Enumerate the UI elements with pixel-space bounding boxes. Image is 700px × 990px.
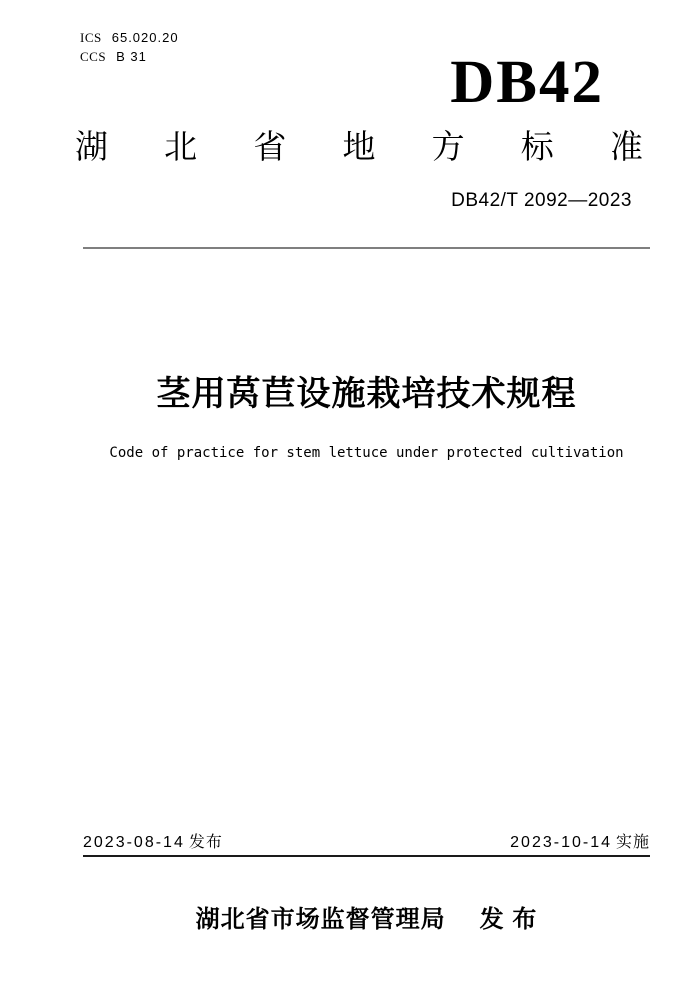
document-title-english: Code of practice for stem lettuce under protected cultivation bbox=[109, 445, 624, 461]
publisher-row bbox=[83, 899, 650, 934]
ics-value: 65.020.20 bbox=[111, 30, 179, 45]
issue-date: 2023-08-14 bbox=[83, 834, 185, 851]
implementation-date-group bbox=[510, 833, 650, 852]
ccs-code-row bbox=[80, 47, 179, 66]
header-divider-line bbox=[83, 247, 650, 249]
ccs-label: CCS bbox=[80, 49, 107, 64]
category-char: 地 bbox=[342, 128, 376, 165]
dates-row bbox=[83, 833, 650, 852]
implementation-date-label: 实施 bbox=[615, 834, 650, 851]
standard-number: DB42/T 2092—2023 bbox=[451, 190, 632, 211]
publisher-suffix: 发 布 bbox=[479, 906, 538, 933]
document-title-chinese: 茎用莴苣设施栽培技术规程 bbox=[156, 375, 577, 413]
standard-category-title bbox=[75, 130, 643, 163]
issue-date-label: 发布 bbox=[188, 834, 223, 851]
category-char: 方 bbox=[431, 128, 465, 165]
publisher-name: 湖北省市场监督管理局 bbox=[195, 906, 446, 933]
issue-date-group bbox=[83, 833, 223, 852]
category-char: 北 bbox=[164, 128, 198, 165]
ics-code-row bbox=[80, 28, 179, 47]
db42-logo: DB42 bbox=[450, 49, 604, 116]
classification-codes bbox=[80, 28, 179, 66]
ics-label: ICS bbox=[80, 30, 102, 45]
footer-divider-line bbox=[83, 855, 650, 857]
ccs-value: B 31 bbox=[116, 49, 147, 64]
category-char: 省 bbox=[253, 128, 287, 165]
category-char: 湖 bbox=[75, 128, 108, 165]
category-char: 准 bbox=[609, 128, 643, 165]
implementation-date: 2023-10-14 bbox=[510, 834, 612, 851]
category-char: 标 bbox=[520, 128, 554, 165]
